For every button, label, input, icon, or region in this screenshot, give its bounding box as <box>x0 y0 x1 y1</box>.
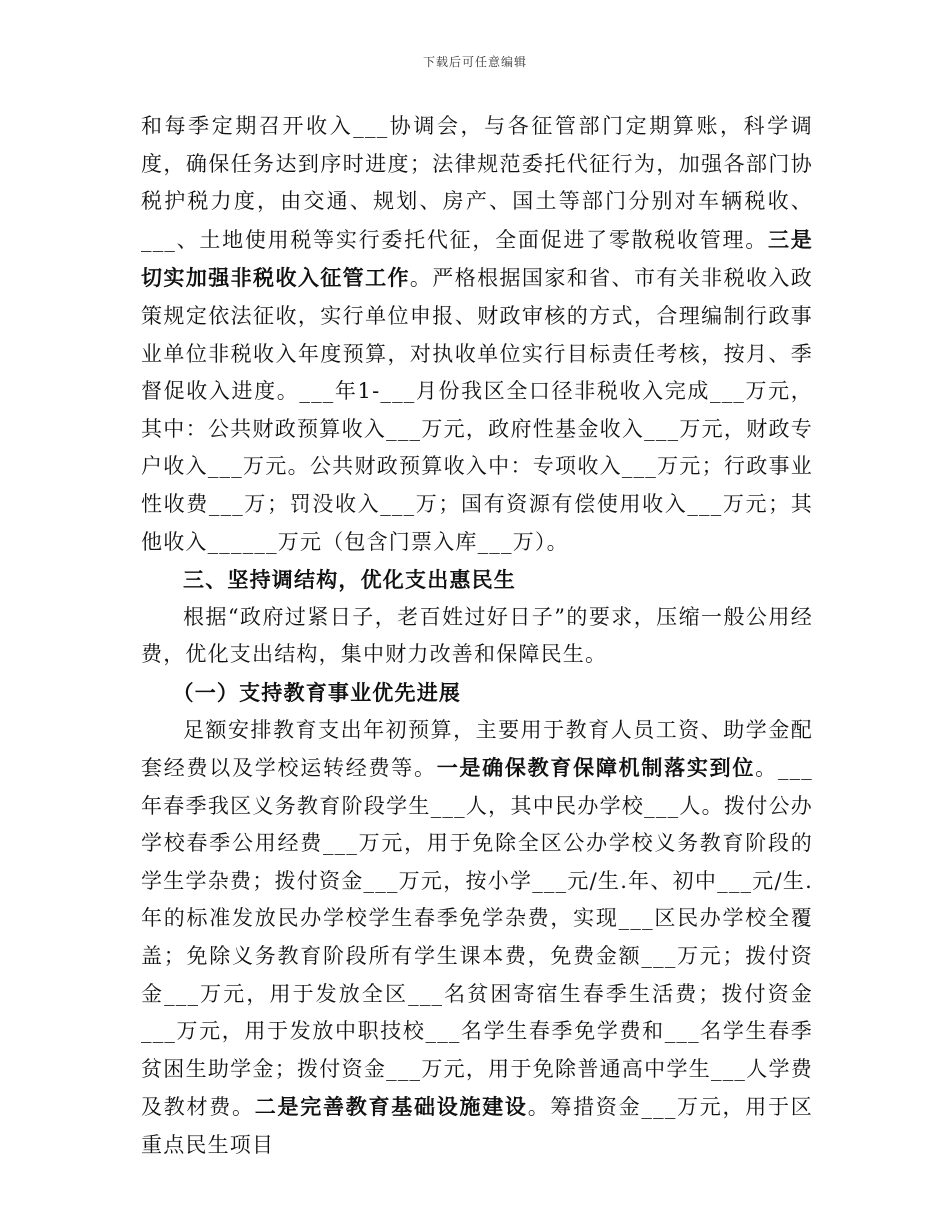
paragraph-bold-phrase: 三是切实加强非税收入征管工作 <box>141 226 813 291</box>
document-body <box>141 108 813 1165</box>
paragraph-text: 。筹措资金___万元，用于区重点民生项目 <box>141 1095 813 1158</box>
paragraph-bold-phrase: 一是确保教育保障机制落实到位 <box>436 755 756 781</box>
paragraph-education <box>141 712 813 1165</box>
subsection-heading: （一）支持教育事业优先进展 <box>172 679 462 705</box>
paragraph-text: 足额安排教育支出年初预算，主要用于教育人员工资、助学金配套经费以及学校运转经费等。 <box>141 717 813 781</box>
paragraph-expenditure-intro: 根据“政府过紧日子，老百姓过好日子”的要求，压缩一般公用经费，优化支出结构，集中财力改善和保障民生。 <box>141 604 813 667</box>
page-header: 下载后可任意编辑 <box>422 55 527 69</box>
section-heading: 三、坚持调结构，优化支出惠民生 <box>183 567 516 593</box>
paragraph-text: 。严格根据国家和省、市有关非税收入政策规定依法征收，实行单位申报、财政审核的方式，合理编制行政事业单位非税收入年度预算，对执收单位实行目标责任考核，按月、季督促收入进度。___年1-___月份我区全口径非税收入完成___万元，其中：公共财政预算收入___万元，政府性基金收入___万元，财政专户收入___万元。公共财政预算收入中：专项收入___万元；行政事业性收费___万；罚没收入___万；国有资源有偿使用收入___万元；其他收入______万元（包含门票入库___万）。 <box>141 266 813 554</box>
paragraph-tax-collection <box>141 108 813 561</box>
paragraph-text: 。___年春季我区义务教育阶段学生___人，其中民办学校___人。拨付公办学校春季公用经费___万元，用于免除全区公办学校义务教育阶段的学生学杂费；拨付资金___万元，按小学___元/生.年、初中___元/生.年的标准发放民办学校学生春季免学杂费，实现___区民办学校全覆盖；免除义务教育阶段所有学生课本费，免费金额___万元；拨付资金___万元，用于发放全区___名贫困寄宿生春季生活费；拨付资金___万元，用于发放中职技校___名学生春季免学费和___名学生春季贫困生助学金；拨付资金___万元，用于免除普通高中学生___人学费及教材费。 <box>141 756 813 1120</box>
paragraph-bold-phrase: 二是完善教育基础设施建设 <box>254 1094 528 1120</box>
paragraph-text: 和每季定期召开收入___协调会，与各征管部门定期算账，科学调度，确保任务达到序时进度；法律规范委托代征行为，加强各部门协税护税力度，由交通、规划、房产、国土等部门分别对车辆税收、___、土地使用税等实行委托代征，全面促进了零散税收管理。 <box>141 114 813 252</box>
